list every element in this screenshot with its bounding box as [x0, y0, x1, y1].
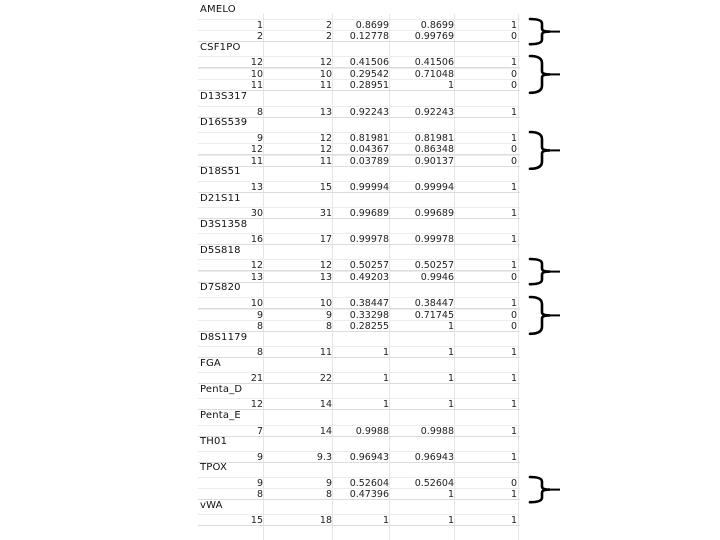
- table-cell: 14: [319, 425, 332, 437]
- table-cell: 0.8699: [355, 19, 389, 31]
- table-row: [198, 477, 520, 489]
- table-cell: 11: [319, 347, 332, 359]
- table-cell: 10: [319, 68, 332, 80]
- table-cell: 0.99994: [414, 181, 454, 193]
- table-cell: 2: [325, 19, 332, 31]
- table-row: [198, 56, 520, 68]
- table-cell: 0.50257: [349, 260, 389, 272]
- table-row: [198, 271, 520, 283]
- table-cell: 21: [250, 373, 263, 385]
- table-cell: 12: [250, 260, 263, 272]
- table-cell: 0.04367: [349, 144, 389, 156]
- table-cell: 1: [510, 347, 517, 359]
- table-cell: 1: [510, 297, 517, 309]
- table-cell: 0.9988: [355, 425, 389, 437]
- table-cell: 11: [319, 80, 332, 92]
- bracket-mark: [528, 17, 562, 46]
- table-cell: 1: [382, 373, 389, 385]
- table-row: [198, 320, 520, 332]
- locus-label: D7S820: [200, 282, 241, 294]
- table-cell: 15: [319, 181, 332, 193]
- table-cell: 14: [319, 399, 332, 411]
- table-cell: 1: [447, 321, 454, 333]
- table-cell: 8: [256, 321, 263, 333]
- table-cell: 9: [256, 309, 263, 321]
- table-cell: 13: [319, 106, 332, 118]
- table-cell: 9: [256, 132, 263, 144]
- table-cell: 1: [447, 373, 454, 385]
- table-cell: 0.8699: [420, 19, 454, 31]
- table-cell: 0.96943: [349, 451, 389, 463]
- table-cell: 0: [510, 155, 517, 167]
- table-cell: 1: [510, 399, 517, 411]
- table-cell: 9: [256, 451, 263, 463]
- locus-label: D8S1179: [200, 331, 248, 343]
- table-cell: 0.38447: [414, 297, 454, 309]
- table-cell: 12: [319, 57, 332, 69]
- table-cell: 0: [510, 321, 517, 333]
- table-cell: 0.12778: [349, 31, 389, 43]
- table-cell: 0.29542: [349, 68, 389, 80]
- table-cell: 1: [510, 181, 517, 193]
- table-cell: 13: [250, 271, 263, 283]
- table-cell: 0.96943: [414, 451, 454, 463]
- table-cell: 0: [510, 271, 517, 283]
- table-row: [198, 30, 520, 42]
- table-cell: 12: [319, 132, 332, 144]
- table-row: [198, 233, 520, 245]
- table-row: [198, 514, 520, 526]
- table-cell: 1: [447, 489, 454, 501]
- table-cell: 1: [510, 19, 517, 31]
- table-cell: 10: [250, 297, 263, 309]
- table-cell: 1: [510, 451, 517, 463]
- table-cell: 0.33298: [349, 309, 389, 321]
- table-cell: 0.50257: [414, 260, 454, 272]
- table-cell: 1: [510, 234, 517, 246]
- table-cell: 0.81981: [414, 132, 454, 144]
- table-row: [198, 488, 520, 500]
- bracket-mark: [528, 295, 562, 336]
- table-cell: 12: [250, 144, 263, 156]
- table-row: [198, 79, 520, 91]
- table-cell: 0.28255: [349, 321, 389, 333]
- table-cell: 0.99978: [414, 234, 454, 246]
- table-cell: 0.41506: [414, 57, 454, 69]
- table-row: [198, 181, 520, 193]
- locus-label: Penta_D: [200, 383, 243, 395]
- table-cell: 0.81981: [349, 132, 389, 144]
- table-cell: 0.99769: [414, 31, 454, 43]
- table-cell: 0.9946: [420, 271, 454, 283]
- table-cell: 1: [256, 19, 263, 31]
- table-cell: 15: [250, 515, 263, 527]
- table-cell: 1: [382, 515, 389, 527]
- table-row: [198, 106, 520, 118]
- table-cell: 0.86348: [414, 144, 454, 156]
- table-cell: 9: [325, 477, 332, 489]
- locus-label: TPOX: [200, 462, 228, 474]
- table-cell: 1: [447, 515, 454, 527]
- locus-label: D3S1358: [200, 218, 248, 230]
- table-cell: 8: [256, 347, 263, 359]
- locus-label: vWA: [200, 499, 223, 511]
- table-row: [198, 155, 520, 167]
- table-cell: 0.03789: [349, 155, 389, 167]
- table-cell: 0.99994: [349, 181, 389, 193]
- table-cell: 12: [250, 57, 263, 69]
- table-row: [198, 398, 520, 410]
- table-cell: 11: [250, 80, 263, 92]
- table-cell: 13: [319, 271, 332, 283]
- table-cell: 0.49203: [349, 271, 389, 283]
- table-row: [198, 259, 520, 271]
- table-cell: 8: [325, 321, 332, 333]
- table-cell: 1: [510, 208, 517, 219]
- table-cell: 1: [382, 399, 389, 411]
- table-cell: 22: [319, 373, 332, 385]
- table-cell: 18: [319, 515, 332, 527]
- table-cell: 13: [250, 181, 263, 193]
- locus-label: CSF1PO: [200, 41, 241, 53]
- table-cell: 9: [325, 309, 332, 321]
- locus-label: D18S51: [200, 166, 241, 178]
- table-cell: 0.9988: [420, 425, 454, 437]
- table-cell: 0: [510, 31, 517, 43]
- bracket-mark: [528, 257, 562, 286]
- locus-label: AMELO: [200, 4, 236, 15]
- table-cell: 2: [325, 31, 332, 43]
- table-cell: 0: [510, 68, 517, 80]
- table-cell: 1: [510, 515, 517, 527]
- locus-label: Penta_E: [200, 410, 241, 421]
- table-row: [198, 19, 520, 31]
- locus-label: D16S539: [200, 117, 248, 129]
- table-cell: 8: [325, 489, 332, 501]
- table-row: [198, 68, 520, 80]
- bracket-mark: [528, 130, 562, 171]
- table-cell: 1: [447, 80, 454, 92]
- table-cell: 0: [510, 309, 517, 321]
- table-cell: 1: [447, 399, 454, 411]
- table-cell: 30: [250, 208, 263, 219]
- table-cell: 0.71745: [414, 309, 454, 321]
- table-cell: 10: [250, 68, 263, 80]
- table-cell: 12: [319, 260, 332, 272]
- locus-label: TH01: [200, 436, 228, 448]
- bracket-mark: [528, 54, 562, 95]
- table-cell: 11: [319, 155, 332, 167]
- table-cell: 0.92243: [414, 106, 454, 118]
- table-cell: 12: [319, 144, 332, 156]
- table-cell: 0.92243: [349, 106, 389, 118]
- table-cell: 10: [319, 297, 332, 309]
- table-row: [198, 132, 520, 144]
- table-cell: 8: [256, 106, 263, 118]
- table-cell: 0: [510, 144, 517, 156]
- table-cell: 0.90137: [414, 155, 454, 167]
- table-cell: 0.41506: [349, 57, 389, 69]
- table-cell: 0.99689: [349, 208, 389, 219]
- table-row: [198, 451, 520, 463]
- table-row: [198, 425, 520, 437]
- table-cell: 7: [256, 425, 263, 437]
- locus-label: D13S317: [200, 91, 248, 102]
- locus-label: D21S11: [200, 192, 241, 204]
- table-cell: 17: [319, 234, 332, 246]
- table-cell: 0.28951: [349, 80, 389, 92]
- table-cell: 0.99978: [349, 234, 389, 246]
- table-cell: 16: [250, 234, 263, 246]
- table-cell: 8: [256, 489, 263, 501]
- table-cell: 1: [510, 373, 517, 385]
- table-cell: 0.71048: [414, 68, 454, 80]
- locus-label: FGA: [200, 357, 221, 369]
- table-row: [198, 297, 520, 309]
- table-row: [198, 207, 520, 219]
- table-cell: 1: [510, 489, 517, 501]
- table-cell: 1: [510, 106, 517, 118]
- table-cell: 1: [510, 425, 517, 437]
- table-cell: 1: [510, 57, 517, 69]
- locus-label: D5S818: [200, 244, 241, 256]
- table-cell: 0.52604: [349, 477, 389, 489]
- table-cell: 9.3: [316, 451, 332, 463]
- table-cell: 31: [319, 208, 332, 219]
- table-cell: 12: [250, 399, 263, 411]
- table-cell: 2: [256, 31, 263, 43]
- table-cell: 0: [510, 80, 517, 92]
- table-cell: 0.52604: [414, 477, 454, 489]
- table-cell: 1: [510, 260, 517, 272]
- table-cell: 1: [510, 132, 517, 144]
- table-cell: 11: [250, 155, 263, 167]
- table-cell: 1: [382, 347, 389, 359]
- table-cell: 1: [447, 347, 454, 359]
- table-cell: 0.38447: [349, 297, 389, 309]
- bracket-mark: [528, 475, 562, 504]
- table-row: [198, 143, 520, 155]
- table-row: [198, 372, 520, 384]
- table-cell: 0.47396: [349, 489, 389, 501]
- table-cell: 0.99689: [414, 208, 454, 219]
- table-cell: 0: [510, 477, 517, 489]
- table-row: [198, 309, 520, 321]
- table-cell: 9: [256, 477, 263, 489]
- table-row: [198, 346, 520, 358]
